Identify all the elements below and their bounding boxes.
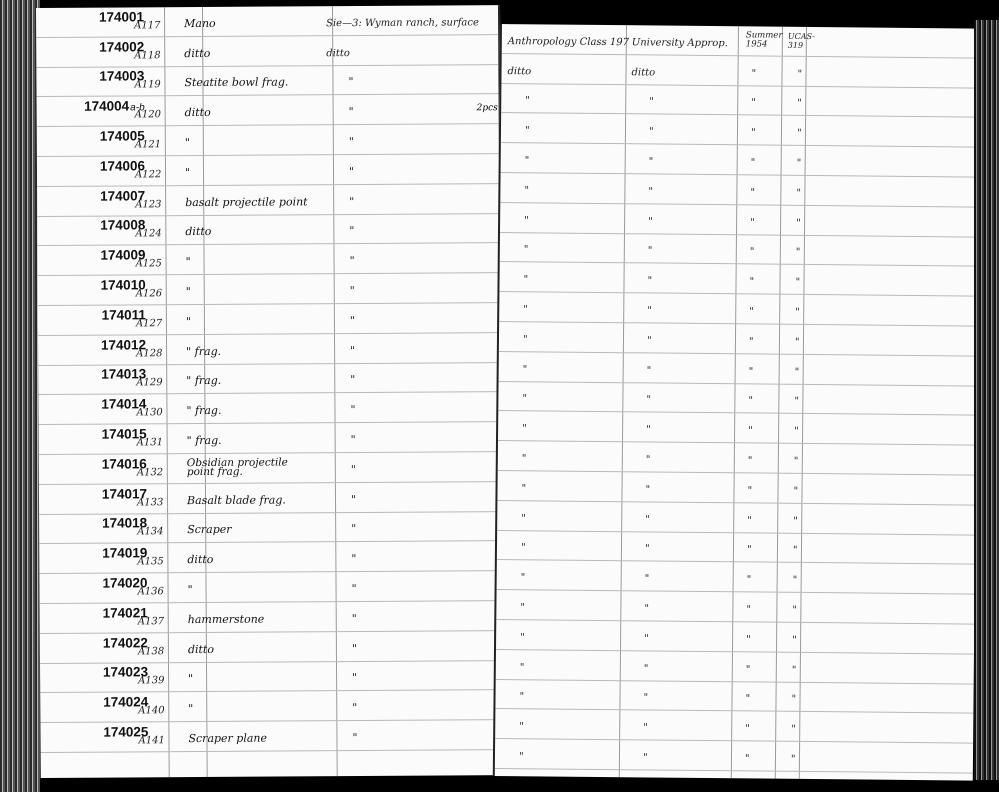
field-number: A120 — [134, 109, 162, 121]
table-row — [501, 143, 979, 177]
acquisition-method: " — [642, 752, 648, 764]
field-number: A141 — [138, 735, 165, 747]
table-row — [500, 203, 978, 237]
acquisition-method: " — [646, 394, 652, 406]
date: " — [746, 544, 752, 556]
accession: " — [792, 604, 798, 616]
item-description: " — [185, 285, 191, 299]
table-row — [40, 690, 502, 723]
catalog-number-text: 174010 — [100, 277, 146, 293]
collector: " — [524, 125, 530, 137]
accession: " — [794, 396, 800, 408]
acquisition-method: " — [647, 305, 652, 317]
catalog-number-text: 174007 — [100, 187, 146, 204]
catalog-number-text: 174021 — [102, 605, 148, 621]
table-row — [38, 303, 500, 336]
catalog-number-text: 174025 — [103, 724, 149, 740]
collector: " — [518, 751, 524, 763]
table-row — [36, 65, 498, 98]
field-number: A118 — [134, 49, 161, 61]
item-description: Steatite bowl frag. — [184, 75, 289, 90]
acquisition-method: " — [643, 692, 649, 704]
locality: " — [349, 254, 355, 268]
accession: " — [795, 306, 800, 318]
table-row — [499, 352, 977, 386]
locality: " — [352, 671, 358, 685]
ledger-page-right — [493, 24, 980, 781]
date: " — [745, 663, 751, 675]
date: " — [745, 723, 750, 735]
date: " — [750, 127, 756, 139]
table-row — [40, 601, 502, 634]
acquisition-method: " — [644, 633, 649, 645]
acquisition-method: " — [649, 96, 654, 108]
date: " — [749, 306, 754, 318]
catalog-number-text: 174008 — [100, 217, 146, 233]
acquisition-method: " — [643, 722, 648, 734]
acquisition-method: " — [645, 513, 650, 526]
item-description: " — [185, 255, 191, 269]
item-description: ditto — [184, 106, 211, 120]
locality: " — [348, 75, 354, 89]
field-number: A131 — [136, 437, 164, 449]
field-number: A133 — [136, 496, 164, 508]
acquisition-method: " — [644, 573, 650, 585]
acquisition-method: " — [648, 216, 653, 228]
date: " — [748, 395, 754, 407]
acquisition-method: " — [644, 543, 650, 555]
collector: " — [522, 334, 528, 346]
locality: " — [351, 641, 358, 655]
item-description: basalt projectile point — [185, 194, 308, 209]
accession: " — [796, 128, 802, 140]
catalog-number-text: 174014 — [101, 396, 147, 412]
table-row — [37, 124, 499, 157]
collector: " — [523, 244, 529, 256]
accession: " — [794, 336, 800, 348]
collector: " — [520, 631, 525, 643]
accession: " — [796, 157, 802, 169]
table-row — [497, 560, 975, 594]
field-number: A135 — [137, 556, 164, 568]
collector: " — [522, 423, 527, 435]
acquisition-method: " — [648, 156, 654, 168]
piece-count-note: 2pcs — [476, 103, 498, 114]
date: " — [750, 187, 756, 199]
accession: " — [794, 425, 799, 438]
item-description: hammerstone — [187, 612, 265, 626]
date: " — [749, 276, 755, 288]
table-row — [39, 512, 501, 545]
table-row — [38, 333, 500, 366]
collector: " — [521, 482, 527, 495]
locality: " — [350, 343, 356, 357]
table-row — [499, 262, 977, 296]
catalog-number-text: 174022 — [102, 634, 148, 651]
table-row — [500, 173, 978, 207]
field-number: A132 — [136, 466, 164, 479]
field-number: A123 — [135, 198, 162, 210]
table-row — [36, 5, 498, 38]
accession-header: UCAS-319 — [787, 31, 816, 50]
collector: " — [519, 661, 525, 673]
collector: " — [520, 542, 526, 554]
table-row — [496, 650, 974, 684]
accession: " — [791, 694, 797, 706]
table-row — [499, 322, 977, 356]
field-number: A129 — [136, 377, 163, 389]
table-row — [39, 452, 501, 485]
date: " — [751, 97, 756, 109]
table-row — [38, 273, 500, 306]
date: " — [748, 336, 754, 348]
field-number: A130 — [136, 407, 163, 419]
table-row — [39, 422, 501, 455]
date: " — [745, 693, 751, 705]
collector: " — [524, 185, 530, 197]
table-row — [499, 292, 977, 326]
locality: " — [350, 403, 356, 417]
locality: " — [348, 135, 354, 149]
acquisition-method: " — [646, 335, 652, 347]
table-row — [37, 214, 499, 247]
catalog-number-text: 174004 — [84, 98, 130, 114]
locality: " — [348, 164, 355, 178]
table-row — [39, 482, 501, 515]
catalog-suffix: a-b — [130, 102, 145, 114]
item-description: " — [184, 165, 191, 179]
table-row — [496, 590, 974, 624]
field-number: A121 — [134, 139, 162, 151]
catalog-number-text: 174011 — [101, 307, 146, 323]
table-row — [40, 720, 502, 753]
field-number: A138 — [137, 645, 165, 657]
collector: " — [521, 453, 527, 465]
table-row — [498, 411, 976, 445]
collector: " — [523, 274, 529, 286]
table-row — [39, 571, 501, 604]
item-description: ditto — [185, 225, 212, 239]
field-number: A134 — [137, 526, 164, 538]
accession: " — [793, 485, 799, 497]
table-row — [495, 709, 973, 743]
locality: " — [349, 224, 355, 238]
locality: " — [350, 462, 356, 476]
field-number: A140 — [138, 705, 165, 717]
acquisition-rows — [495, 24, 980, 773]
table-row — [36, 35, 498, 68]
table-row — [501, 54, 979, 88]
catalog-rows — [36, 5, 503, 753]
catalog-number-text: 174002 — [99, 38, 145, 55]
collector: " — [519, 691, 525, 703]
item-description: Basalt blade frag. — [186, 493, 286, 507]
catalog-number-text: 174016 — [101, 456, 147, 472]
field-number: A136 — [137, 586, 164, 598]
locality: ditto — [326, 47, 350, 59]
locality: " — [350, 492, 357, 506]
locality: " — [351, 552, 357, 566]
locality: " — [350, 433, 356, 447]
acquisition-method: " — [644, 603, 650, 615]
table-row — [40, 661, 502, 694]
date: " — [746, 604, 752, 616]
accession: " — [792, 545, 798, 557]
catalog-number-text: 174024 — [103, 694, 149, 710]
item-description: " — [187, 582, 193, 597]
item-description: ditto — [187, 553, 214, 567]
table-row — [38, 393, 500, 426]
item-description: Scraper — [187, 523, 232, 537]
accession: " — [791, 723, 796, 735]
collector: " — [520, 602, 526, 614]
table-row — [498, 441, 976, 475]
catalog-number-text: 174005 — [99, 128, 145, 144]
acquisition-method: " — [643, 662, 649, 674]
catalog-number-text: 174023 — [102, 664, 149, 680]
date: " — [746, 574, 752, 586]
field-number: A124 — [135, 228, 162, 240]
collector: " — [525, 95, 530, 107]
locality: " — [351, 522, 357, 536]
field-number: A137 — [137, 615, 165, 628]
field-number: A119 — [134, 79, 161, 91]
collector: " — [523, 304, 528, 316]
acquisition-method: " — [648, 186, 654, 198]
item-description: ditto — [187, 642, 214, 656]
acquisition-method: " — [646, 364, 652, 377]
table-row — [500, 233, 978, 267]
catalog-number-text: 174020 — [102, 575, 148, 591]
collector: " — [519, 721, 524, 733]
acquisition-method: " — [647, 275, 653, 287]
field-number: A122 — [134, 169, 162, 181]
accession: " — [795, 277, 801, 289]
table-row — [498, 382, 976, 416]
page-edges-left — [0, 0, 40, 792]
collector: " — [521, 512, 526, 524]
date: " — [750, 157, 756, 169]
table-row — [37, 184, 499, 217]
field-number: A127 — [135, 318, 163, 330]
acquisition-method: " — [648, 126, 654, 138]
accession: " — [791, 664, 797, 676]
locality: " — [350, 373, 356, 387]
item-description: Obsidian projectile point frag. — [186, 456, 288, 478]
table-row — [37, 154, 499, 187]
collector: " — [522, 363, 528, 375]
collector-header: Anthropology Class 197 — [507, 35, 630, 49]
accession: " — [796, 187, 802, 199]
accession: " — [793, 515, 798, 527]
field-number: A125 — [135, 258, 162, 270]
catalog-number-text: 174017 — [101, 485, 148, 502]
table-row — [501, 113, 979, 147]
item-description: " — [188, 702, 194, 716]
collector: " — [520, 572, 526, 584]
accession: " — [793, 455, 799, 467]
field-number: A139 — [138, 675, 165, 687]
catalog-number-text: 174015 — [101, 426, 147, 442]
item-description: " — [188, 672, 194, 686]
item-description: " frag. — [186, 344, 222, 358]
table-row — [495, 739, 973, 773]
accession: " — [797, 68, 803, 80]
field-number: A117 — [134, 20, 161, 32]
locality: " — [348, 105, 354, 119]
catalog-number-text: 174012 — [100, 336, 147, 353]
date: " — [747, 485, 753, 497]
field-number: A128 — [136, 347, 163, 359]
table-row — [495, 680, 973, 714]
date: " — [748, 425, 753, 437]
date: " — [750, 216, 755, 229]
date: " — [744, 753, 750, 765]
date: " — [747, 514, 752, 526]
date: " — [747, 455, 753, 467]
accession: " — [792, 574, 798, 587]
locality: " — [349, 194, 355, 208]
catalog-number-text: 174019 — [102, 545, 148, 561]
locality: " — [352, 730, 358, 745]
date-header: Summer 1954 — [745, 30, 783, 50]
catalog-number-text: 174001 — [98, 9, 145, 25]
accession: " — [797, 98, 802, 110]
locality: " — [352, 701, 358, 715]
accession: " — [795, 247, 801, 259]
table-row — [39, 542, 501, 575]
locality: " — [349, 284, 355, 298]
acquisition-method: " — [647, 245, 653, 257]
field-number: A126 — [135, 288, 163, 300]
table-row — [37, 95, 499, 128]
table-row — [501, 84, 979, 118]
item-description: " frag. — [186, 374, 222, 388]
item-description: " — [184, 136, 190, 150]
collector: " — [524, 155, 530, 167]
table-row — [40, 631, 502, 664]
item-description: " frag. — [186, 433, 222, 448]
date: " — [749, 246, 755, 258]
item-description: Scraper plane — [188, 731, 268, 746]
date: " — [751, 68, 757, 80]
item-description: Mano — [184, 16, 216, 30]
locality: Sie—3: Wyman ranch, surface — [326, 17, 479, 30]
item-description: ditto — [184, 46, 211, 60]
table-row — [37, 244, 499, 277]
table-row — [497, 531, 975, 565]
date: " — [748, 365, 754, 378]
ledger-page-left — [36, 5, 505, 778]
accession: " — [796, 217, 801, 229]
locality: " — [351, 581, 357, 596]
locality: " — [351, 611, 357, 625]
acquisition-method: " — [646, 424, 651, 436]
item-description: " frag. — [186, 404, 222, 418]
right-header-row — [502, 24, 980, 58]
catalog-number-text: 174006 — [99, 158, 146, 174]
acquisition-method: " — [645, 484, 651, 496]
item-description: " — [185, 314, 192, 328]
date: " — [746, 634, 751, 646]
catalog-number-text: 174003 — [99, 68, 145, 85]
table-row — [497, 501, 975, 535]
collector: " — [522, 393, 528, 405]
accession: " — [792, 634, 797, 646]
collector: ditto — [507, 65, 532, 77]
collector: " — [524, 214, 529, 226]
table-row — [38, 363, 500, 396]
acquisition-method: " — [645, 454, 651, 466]
catalog-number-text: 174013 — [101, 366, 147, 382]
accession: " — [790, 753, 796, 765]
table-row — [497, 471, 975, 505]
acquisition-method-header: University Approp. — [631, 37, 728, 49]
table-row — [496, 620, 974, 654]
accession: " — [794, 366, 800, 378]
page-edges-right — [974, 20, 999, 780]
locality: " — [349, 313, 356, 327]
catalog-number-text: 174009 — [100, 247, 146, 263]
acquisition-method: ditto — [631, 66, 656, 79]
catalog-number-text: 174018 — [102, 515, 148, 531]
